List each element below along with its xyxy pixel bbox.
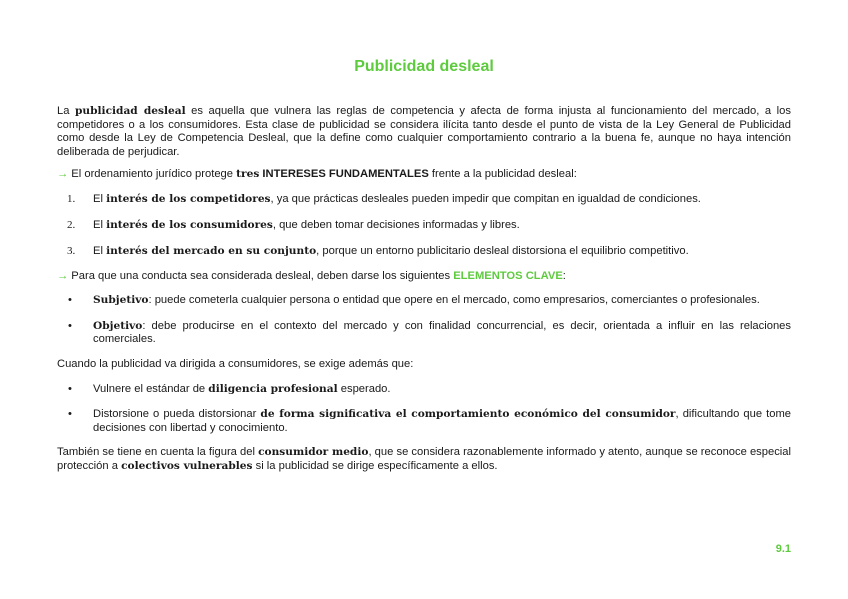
item-rest: , porque un entorno publicitario desleal distorsiona el equilibrio competitivo.	[316, 244, 689, 257]
interests-heading	[57, 168, 791, 182]
item-rest: , que deben tomar decisiones informadas y libres.	[272, 218, 520, 231]
item-rest: , ya que prácticas desleales pueden impedir que compitan en igualdad de condiciones.	[270, 192, 701, 205]
interests-lead: El ordenamiento jurídico protege	[68, 168, 237, 181]
bullet-icon: •	[68, 319, 72, 332]
closing-paragraph	[57, 446, 791, 473]
bullet-icon: •	[68, 408, 72, 421]
interests-list	[57, 193, 791, 259]
item-term: interés de los consumidores	[106, 218, 273, 231]
list-item	[57, 320, 791, 347]
interests-bold-1: tres	[236, 168, 260, 181]
item-term: de forma significativa el comportamiento económico del consumidor	[260, 408, 676, 421]
bullet-icon: •	[68, 294, 72, 307]
item-pre: El	[93, 244, 107, 257]
arrow-right-icon: →	[57, 269, 69, 282]
item-pre: El	[93, 218, 107, 231]
item-rest: : puede cometerla cualquier persona o entidad que opere en el mercado, como empresarios, comerciantes o profesionales.	[148, 294, 760, 307]
item-term: Objetivo	[93, 319, 143, 332]
consumers-lead: Cuando la publicidad va dirigida a consumidores, se exige además que:	[57, 357, 414, 370]
item-pre: Distorsione o pueda distorsionar	[93, 408, 261, 421]
elements-key: ELEMENTOS CLAVE	[453, 269, 563, 282]
arrow-right-icon: →	[57, 168, 69, 181]
intro-paragraph	[57, 105, 791, 159]
closing-pre: También se tiene en cuenta la figura del	[57, 446, 259, 459]
list-item	[57, 193, 791, 207]
closing-term-2: colectivos vulnerables	[121, 459, 253, 472]
document-body	[57, 105, 791, 473]
interests-rest: frente a la publicidad desleal:	[428, 168, 577, 181]
item-term: interés de los competidores	[106, 192, 271, 205]
closing-rest: si la publicidad se dirige específicamente a ellos.	[252, 459, 498, 472]
list-item	[57, 408, 791, 435]
interests-bold-2: INTERESES FUNDAMENTALES	[259, 168, 429, 181]
list-item	[57, 294, 791, 308]
intro-term: publicidad desleal	[75, 105, 186, 117]
consumers-list	[57, 383, 791, 436]
item-rest: : debe producirse en el contexto del mercado y con finalidad concurrencial, es decir, orientada a influir en las relaciones comerciales.	[93, 319, 791, 346]
elements-rest: :	[562, 269, 566, 282]
item-number: 1.	[67, 192, 76, 205]
item-term: diligencia profesional	[208, 382, 338, 395]
item-term: interés del mercado en su conjunto	[106, 244, 317, 257]
intro-rest: es aquella que vulnera las reglas de competencia y afecta de forma injusta al funcionamiento del mercado, a los competidores o a los consumidores. Esta clase de publicidad se considera ilícita tanto desde el punto de vista de la Ley General de Publicidad como desde la Ley de Competencia Desleal, que la define como cualquier comportamiento contrario a la buena fe, aunque no haya intención deliberada de perjudicar.	[57, 105, 791, 158]
elements-heading	[57, 270, 791, 284]
list-item	[57, 219, 791, 233]
elements-lead: Para que una conducta sea considerada desleal, deben darse los siguientes	[68, 269, 454, 282]
list-item	[57, 245, 791, 259]
intro-lead: La	[57, 105, 75, 117]
item-pre: El	[93, 192, 107, 205]
list-item	[57, 383, 791, 397]
item-term: Subjetivo	[93, 294, 149, 307]
item-rest: esperado.	[337, 382, 391, 395]
item-rest: , dificultando que tome decisiones con libertad y conocimiento.	[93, 408, 791, 434]
page-number: 9.1	[775, 543, 791, 555]
page-title: Publicidad desleal	[354, 58, 494, 75]
elements-list	[57, 294, 791, 347]
closing-term-1: consumidor medio	[258, 446, 369, 459]
bullet-icon: •	[68, 382, 72, 395]
item-number: 3.	[67, 244, 76, 257]
closing-mid: , que se considera razonablemente informado y atento, aunque se reconoce especial protección a	[57, 446, 792, 472]
item-number: 2.	[67, 218, 76, 231]
item-pre: Vulnere el estándar de	[93, 382, 209, 395]
